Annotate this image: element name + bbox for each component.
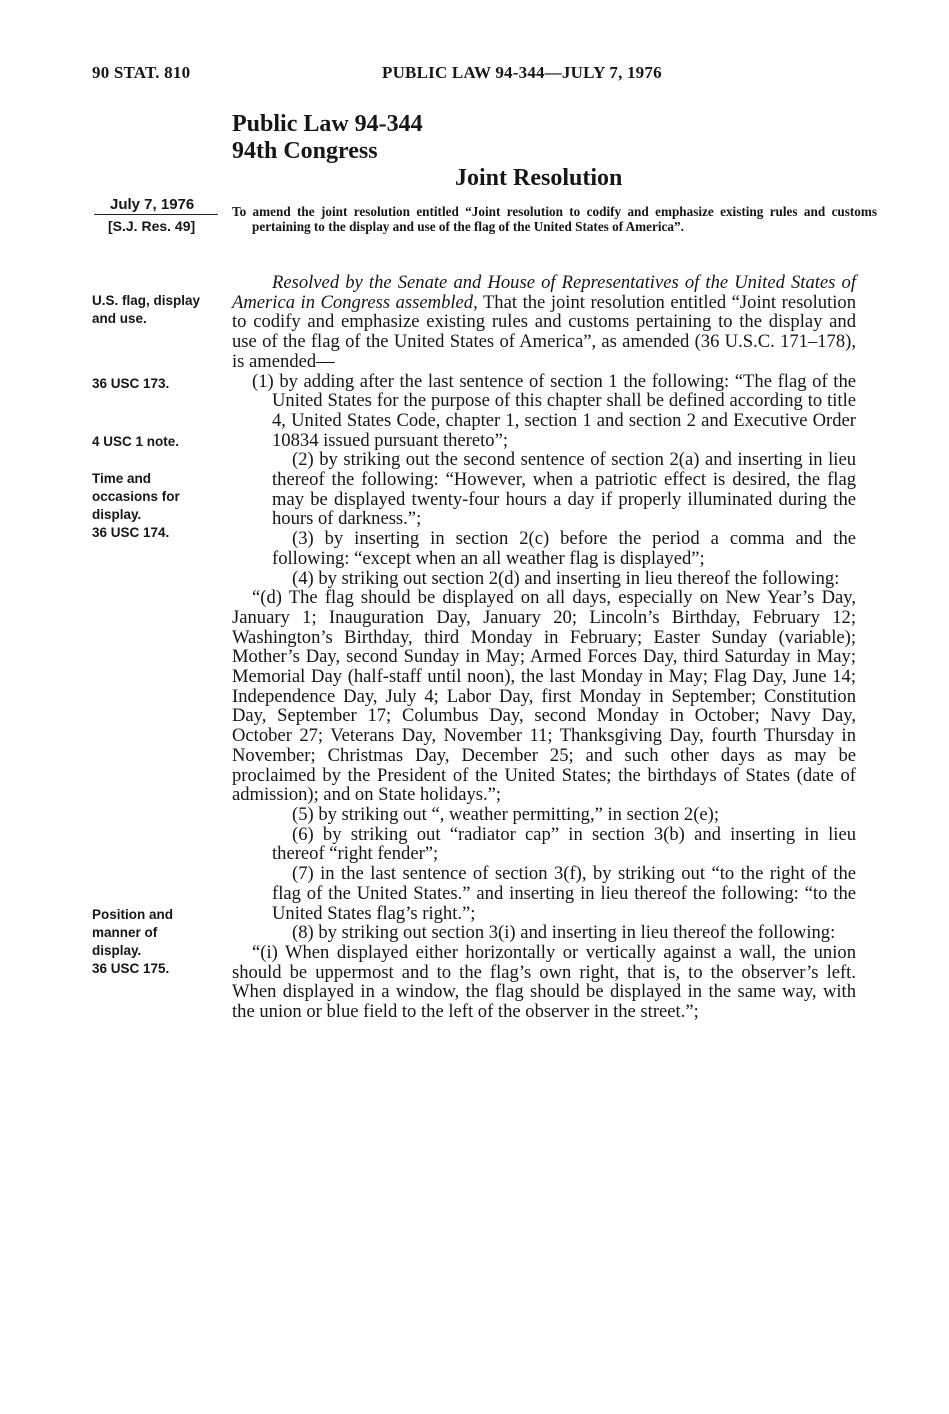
enacting-text: That the joint resolution entitled “Joint resolution to codify and emphasize existing rules and customs pertaining to the display and use of the flag of the United States of America”, as amended (36 U.S.C. 171–178), is amended—: [232, 291, 856, 372]
margin-line: and use.: [92, 311, 147, 326]
margin-line: manner of: [92, 925, 158, 940]
margin-citation-4usc1: 4 USC 1 note.: [92, 434, 180, 449]
amendment-2: (2) by striking out the second sentence of section 2(a) and inserting in lieu thereof the following: “However, when a patriotic effect is desired, the flag may be displayed twenty-four hours a day if properly illuminated during the hours of darkness.”;: [272, 449, 856, 530]
amendment-6: (6) by striking out “radiator cap” in section 3(b) and inserting in lieu thereof “right fender”;: [272, 823, 856, 865]
margin-line: display.: [92, 943, 142, 958]
margin-resolution: [S.J. Res. 49]: [108, 218, 196, 234]
amendment-8: (8) by striking out section 3(i) and inserting in lieu thereof the following:: [292, 922, 836, 944]
margin-line: Time and: [92, 471, 152, 486]
margin-line: Position and: [92, 907, 173, 922]
amendment-5: (5) by striking out “, weather permitting,” in section 2(e);: [292, 803, 720, 825]
congress: 94th Congress: [232, 138, 378, 164]
running-title: PUBLIC LAW 94-344—JULY 7, 1976: [382, 63, 662, 82]
margin-line: U.S. flag, display: [92, 293, 201, 308]
margin-note-time-occasions: [92, 470, 180, 542]
margin-date: July 7, 1976: [110, 196, 195, 213]
margin-note-position-manner: [92, 906, 173, 978]
amendment-1: (1) by adding after the last sentence of section 1 the following: “The flag of the United States for the purpose of this chapter shall be defined according to title 4, United States Code, chapter 1, section 1 and section 2 and Executive Order 10834 issued pursuant thereto”;: [252, 370, 856, 451]
quoted-section-3i: “(i) When displayed either horizontally or vertically against a wall, the union should be uppermost and to the flag’s own right, that is, to the observer’s left. When displayed in a window, the flag should be displayed in the same way, with the union or blue field to the left of the observer in the street.”;: [232, 941, 856, 1023]
resolution-body: [232, 273, 856, 1022]
amendment-4: (4) by striking out section 2(d) and inserting in lieu thereof the following:: [292, 567, 840, 589]
margin-line: 36 USC 174.: [92, 525, 170, 540]
margin-line: display.: [92, 507, 142, 522]
enacting-italic: Resolved by the Senate and House of Representatives of the United States of America in Congress assembled,: [232, 272, 856, 313]
margin-line: occasions for: [92, 489, 180, 504]
margin-note-flag-display: [92, 292, 200, 328]
purpose-statement: To amend the joint resolution entitled “Joint resolution to codify and emphasize existing rules and customs pertaining to the display and use of the flag of the United States of America”.: [232, 204, 877, 234]
margin-line: 36 USC 175.: [92, 961, 170, 976]
margin-rule: [94, 214, 218, 215]
quoted-section-2d: “(d) The flag should be displayed on all days, especially on New Year’s Day, January 1; Inauguration Day, January 20; Lincoln’s Birthday, February 12; Washington’s Birthday, third Monday in February; Easter Sunday (variable); Mother’s Day, second Sunday in May; Armed Forces Day, third Saturday in May; Memorial Day (half-staff until noon), the last Monday in May; Flag Day, June 14; Independence Day, July 4; Labor Day, first Monday in September; Constitution Day, September 17; Columbus Day, second Monday in October; Navy Day, October 27; Veterans Day, November 11; Thanksgiving Day, fourth Thursday in November; Christmas Day, December 25; and such other days as may be proclaimed by the President of the United States; the birthdays of States (date of admission); and on State holidays.”;: [232, 587, 856, 806]
amendment-3: (3) by inserting in section 2(c) before the period a comma and the following: “except when an all weather flag is displayed”;: [272, 528, 856, 569]
amendment-7: (7) in the last sentence of section 3(f), by striking out “to the right of the flag of the United States.” and inserting in lieu thereof the following: “to the United States flag’s right.”;: [272, 863, 856, 924]
page-stat-number: 90 STAT. 810: [92, 63, 191, 82]
law-number: Public Law 94-344: [232, 111, 423, 137]
margin-citation-36usc173: 36 USC 173.: [92, 376, 170, 391]
document-type: Joint Resolution: [455, 165, 623, 191]
enacting-clause: [232, 273, 856, 372]
